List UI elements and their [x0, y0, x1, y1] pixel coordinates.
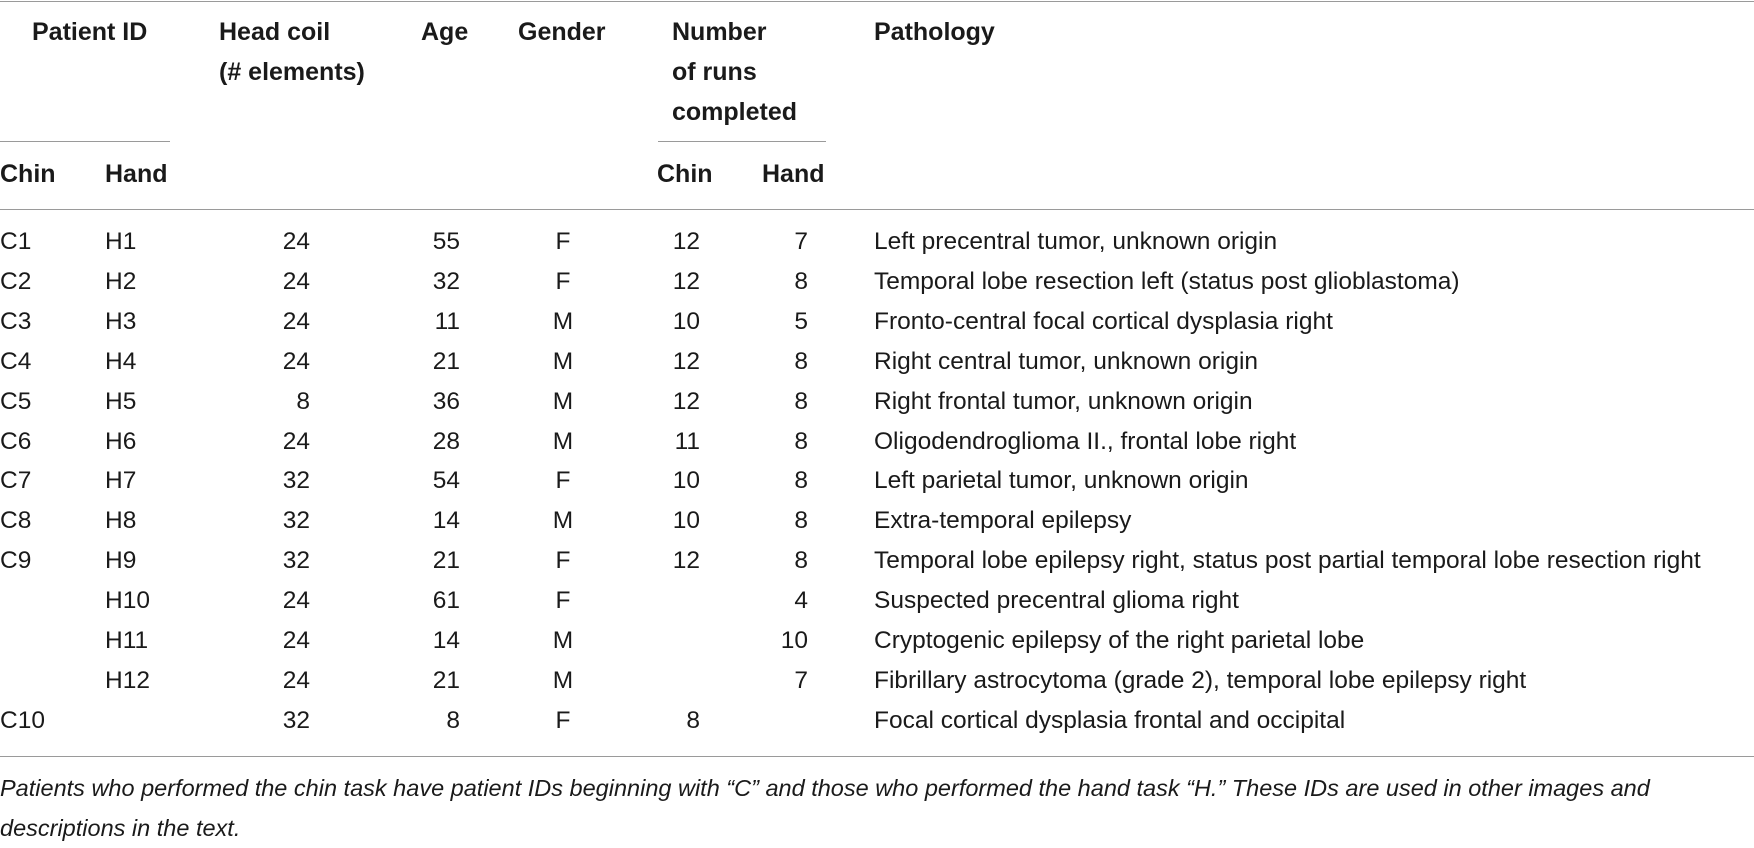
cell-head-coil: 24	[282, 627, 310, 654]
cell-age: 32	[432, 267, 460, 295]
cell-runs-hand: 5	[794, 307, 808, 335]
cell-hand-id: H6	[105, 427, 137, 455]
cell-runs-hand: 8	[794, 467, 808, 495]
patient-id-subrule	[0, 141, 170, 142]
header-age: Age	[421, 18, 469, 46]
cell-age: 54	[432, 467, 460, 495]
cell-hand-id: H12	[105, 666, 150, 694]
cell-head-coil: 24	[282, 587, 310, 615]
cell-age: 21	[432, 347, 460, 375]
header-runs-line2: of runs	[672, 58, 757, 86]
cell-gender: M	[552, 347, 574, 375]
cell-head-coil: 32	[282, 507, 310, 535]
top-rule	[0, 1, 1754, 2]
cell-runs-chin: 12	[672, 267, 700, 295]
table-footnote: Patients who performed the chin task have patient IDs beginning with “C” and those who performed the hand task “H.” These IDs are used in other images and descriptions in the text.	[0, 775, 1650, 841]
cell-gender: F	[555, 228, 571, 255]
cell-gender: M	[552, 307, 574, 335]
header-head-coil-line1: Head coil	[219, 18, 331, 46]
cell-pathology: Temporal lobe resection left (status post glioblastoma)	[874, 267, 1460, 295]
cell-hand-id: H5	[105, 387, 137, 415]
cell-hand-id: H9	[105, 547, 137, 575]
cell-runs-hand: 10	[780, 627, 808, 654]
header-bottom-rule	[0, 209, 1754, 210]
cell-head-coil: 24	[282, 666, 310, 694]
cell-pathology: Left parietal tumor, unknown origin	[874, 467, 1249, 495]
cell-head-coil: 32	[282, 547, 310, 575]
cell-runs-hand: 8	[794, 347, 808, 375]
cell-chin-id: C9	[0, 547, 32, 575]
cell-head-coil: 24	[282, 307, 310, 335]
cell-chin-id: C5	[0, 387, 32, 415]
cell-gender: F	[555, 547, 571, 575]
cell-chin-id: C1	[0, 228, 32, 255]
cell-pathology: Cryptogenic epilepsy of the right parietal lobe	[874, 627, 1365, 654]
cell-pathology: Right frontal tumor, unknown origin	[874, 387, 1253, 415]
cell-chin-id: C6	[0, 427, 32, 455]
cell-gender: M	[552, 387, 574, 415]
cell-head-coil: 24	[282, 427, 310, 455]
cell-runs-hand: 7	[794, 666, 808, 694]
cell-age: 55	[432, 228, 460, 255]
cell-pathology: Fibrillary astrocytoma (grade 2), temporal lobe epilepsy right	[874, 666, 1527, 694]
cell-gender: F	[555, 467, 571, 495]
cell-chin-id: C3	[0, 307, 32, 335]
cell-age: 14	[432, 507, 460, 535]
cell-gender: F	[555, 267, 571, 295]
cell-pathology: Extra-temporal epilepsy	[874, 507, 1132, 535]
cell-head-coil: 24	[282, 228, 310, 255]
cell-gender: M	[552, 666, 574, 694]
cell-age: 11	[434, 307, 460, 335]
header-runs-line1: Number	[672, 18, 767, 46]
subheader-chin: Chin	[0, 160, 56, 188]
cell-runs-hand: 8	[794, 547, 808, 575]
cell-hand-id: H11	[105, 627, 149, 654]
cell-pathology: Left precentral tumor, unknown origin	[874, 228, 1278, 255]
cell-runs-chin: 10	[672, 307, 700, 335]
cell-age: 14	[432, 627, 460, 654]
cell-gender: M	[552, 507, 574, 535]
cell-hand-id: H7	[105, 467, 137, 495]
cell-gender: M	[552, 627, 574, 654]
cell-runs-chin: 12	[672, 547, 700, 575]
cell-chin-id: C4	[0, 347, 32, 375]
cell-head-coil: 24	[282, 347, 310, 375]
cell-hand-id: H1	[105, 228, 137, 255]
cell-chin-id: C8	[0, 507, 32, 535]
cell-age: 21	[432, 547, 460, 575]
runs-subrule	[658, 141, 826, 142]
header-patient-id: Patient ID	[32, 18, 148, 46]
cell-runs-chin: 10	[672, 467, 700, 495]
header-runs-line3: completed	[672, 98, 798, 126]
cell-runs-hand: 4	[794, 587, 808, 615]
cell-age: 28	[432, 427, 460, 455]
subheader-runs-hand: Hand	[762, 160, 825, 188]
cell-age: 61	[432, 587, 460, 615]
cell-age: 8	[446, 706, 460, 734]
cell-runs-hand: 8	[794, 267, 808, 295]
cell-pathology: Fronto-central focal cortical dysplasia right	[874, 307, 1333, 335]
cell-head-coil: 8	[296, 387, 310, 415]
cell-pathology: Focal cortical dysplasia frontal and occipital	[874, 706, 1346, 734]
cell-gender: F	[555, 706, 571, 734]
cell-head-coil: 32	[282, 467, 310, 495]
cell-age: 21	[432, 666, 460, 694]
cell-runs-chin: 8	[686, 706, 700, 734]
cell-pathology: Right central tumor, unknown origin	[874, 347, 1259, 375]
cell-chin-id: C10	[0, 706, 45, 734]
cell-head-coil: 32	[282, 706, 310, 734]
cell-pathology: Oligodendroglioma II., frontal lobe right	[874, 427, 1297, 455]
cell-runs-hand: 8	[794, 507, 808, 535]
cell-hand-id: H2	[105, 267, 137, 295]
cell-gender: F	[555, 587, 571, 615]
cell-runs-hand: 8	[794, 387, 808, 415]
subheader-runs-chin: Chin	[657, 160, 713, 188]
cell-hand-id: H8	[105, 507, 137, 535]
cell-runs-chin: 12	[672, 228, 700, 255]
cell-runs-chin: 12	[672, 347, 700, 375]
cell-hand-id: H4	[105, 347, 137, 375]
cell-chin-id: C2	[0, 267, 32, 295]
subheader-hand: Hand	[105, 160, 168, 188]
cell-runs-hand: 8	[794, 427, 808, 455]
header-head-coil-line2: (# elements)	[219, 58, 365, 86]
cell-pathology: Suspected precentral glioma right	[874, 587, 1239, 615]
cell-age: 36	[432, 387, 460, 415]
cell-runs-chin: 11	[674, 427, 700, 455]
cell-hand-id: H10	[105, 587, 150, 615]
cell-runs-chin: 12	[672, 387, 700, 415]
cell-runs-chin: 10	[672, 507, 700, 535]
cell-hand-id: H3	[105, 307, 137, 335]
header-gender: Gender	[518, 18, 606, 46]
cell-gender: M	[552, 427, 574, 455]
cell-pathology: Temporal lobe epilepsy right, status post partial temporal lobe resection right	[874, 547, 1701, 575]
body-bottom-rule	[0, 756, 1754, 757]
cell-runs-hand: 7	[794, 228, 808, 255]
cell-head-coil: 24	[282, 267, 310, 295]
cell-chin-id: C7	[0, 467, 32, 495]
header-pathology: Pathology	[874, 18, 995, 46]
